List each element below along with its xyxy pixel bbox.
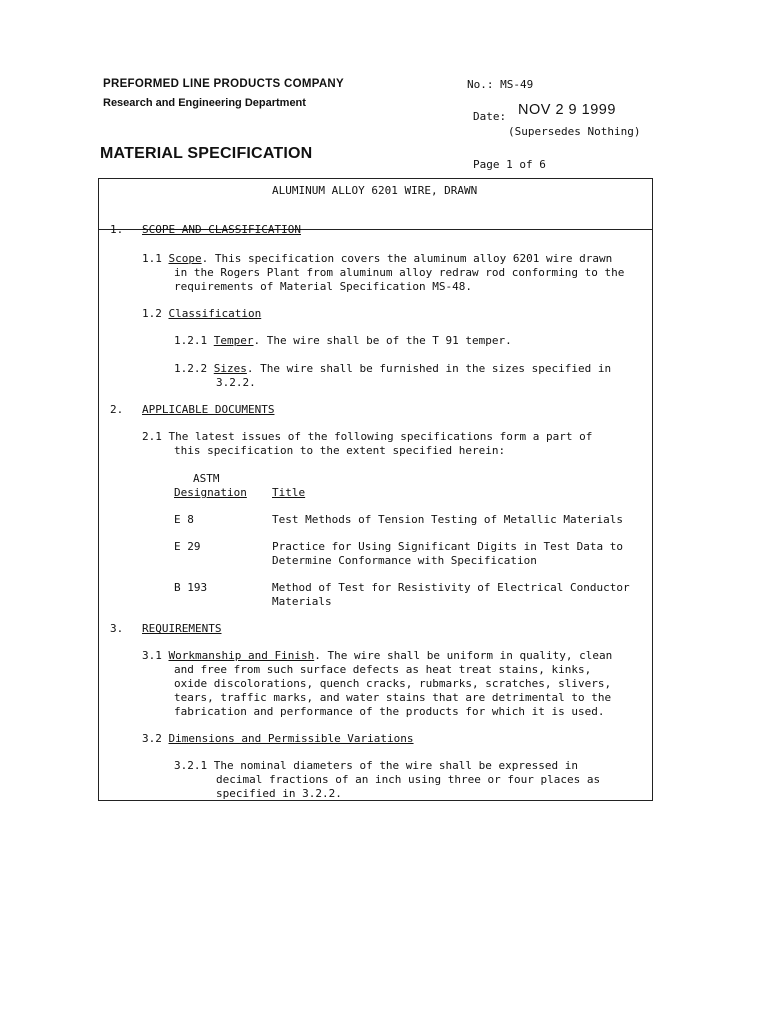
table-row-designation: E 29: [174, 540, 201, 553]
clause-number: 1.1: [142, 252, 162, 265]
section-number: 2.: [110, 403, 124, 416]
date-label: Date:: [473, 110, 507, 123]
clause-text: . The wire shall be furnished in the sizes specified in: [246, 362, 612, 375]
clause-text-line: 3.2.2.: [216, 376, 256, 389]
clause-1-1: [142, 252, 612, 266]
clause-text-line: and free from such surface defects as heat treat stains, kinks,: [174, 663, 592, 676]
clause-number: 1.2.2: [174, 362, 208, 375]
clause-3-2: [142, 732, 414, 746]
specification-title: ALUMINUM ALLOY 6201 WIRE, DRAWN: [272, 184, 478, 197]
clause-text-line: this specification to the extent specified herein:: [174, 444, 506, 457]
table-row-title-line: Determine Conformance with Specification: [272, 554, 537, 567]
clause-number: 2.1: [142, 430, 162, 443]
section-heading: REQUIREMENTS: [142, 622, 222, 635]
clause-text: The nominal diameters of the wire shall be expressed in: [213, 759, 578, 772]
clause-3-1: [142, 649, 612, 663]
clause-text-line: oxide discolorations, quench cracks, rubmarks, scratches, slivers,: [174, 677, 612, 690]
column-header-title: Title: [272, 486, 306, 499]
clause-number: 3.1: [142, 649, 162, 662]
section-heading: SCOPE AND CLASSIFICATION: [142, 223, 301, 236]
clause-number: 3.2: [142, 732, 162, 745]
table-row-title: Method of Test for Resistivity of Electrical Conductor: [272, 581, 630, 594]
clause-number: 3.2.1: [174, 759, 208, 772]
clause-number: 1.2.1: [174, 334, 208, 347]
clause-text-line: requirements of Material Specification MS-48.: [174, 280, 473, 293]
section-number: 3.: [110, 622, 124, 635]
company-name: PREFORMED LINE PRODUCTS COMPANY: [103, 78, 345, 90]
clause-text-line: fabrication and performance of the products for which it is used.: [174, 705, 605, 718]
clause-title: Classification: [168, 307, 262, 320]
date-stamp: NOV 2 9 1999: [518, 102, 616, 118]
table-row-title: Test Methods of Tension Testing of Metallic Materials: [272, 513, 623, 526]
document-title: MATERIAL SPECIFICATION: [100, 145, 313, 162]
section-heading: APPLICABLE DOCUMENTS: [142, 403, 275, 416]
clause-1-2-2: [174, 362, 611, 376]
clause-2-1: [142, 430, 592, 444]
department-name: Research and Engineering Department: [103, 97, 306, 109]
document-number: No.: MS-49: [467, 78, 534, 91]
supersedes-note: (Supersedes Nothing): [508, 125, 641, 138]
clause-text: The latest issues of the following specifications form a part of: [168, 430, 593, 443]
table-row-designation: E 8: [174, 513, 194, 526]
clause-title: Temper: [213, 334, 254, 347]
table-row-designation: B 193: [174, 581, 208, 594]
clause-title: Dimensions and Permissible Variations: [168, 732, 414, 745]
clause-text: . The wire shall be of the T 91 temper.: [253, 334, 512, 347]
clause-text-line: tears, traffic marks, and water stains that are detrimental to the: [174, 691, 612, 704]
clause-title: Workmanship and Finish: [168, 649, 315, 662]
column-header-top: ASTM: [193, 472, 220, 485]
clause-3-2-1: [174, 759, 578, 773]
clause-title: Sizes: [213, 362, 247, 375]
clause-text-line: in the Rogers Plant from aluminum alloy redraw rod conforming to the: [174, 266, 625, 279]
column-header-designation: Designation: [174, 486, 247, 499]
clause-text: . The wire shall be uniform in quality, clean: [314, 649, 613, 662]
clause-text-line: specified in 3.2.2.: [216, 787, 342, 800]
clause-1-2: [142, 307, 261, 321]
clause-title: Scope: [168, 252, 202, 265]
table-row-title: Practice for Using Significant Digits in Test Data to: [272, 540, 623, 553]
page-number: Page 1 of 6: [473, 158, 546, 171]
clause-number: 1.2: [142, 307, 162, 320]
clause-1-2-1: [174, 334, 512, 348]
table-row-title-line: Materials: [272, 595, 332, 608]
section-number: 1.: [110, 223, 124, 236]
clause-text: . This specification covers the aluminum alloy 6201 wire drawn: [201, 252, 613, 265]
clause-text-line: decimal fractions of an inch using three or four places as: [216, 773, 601, 786]
